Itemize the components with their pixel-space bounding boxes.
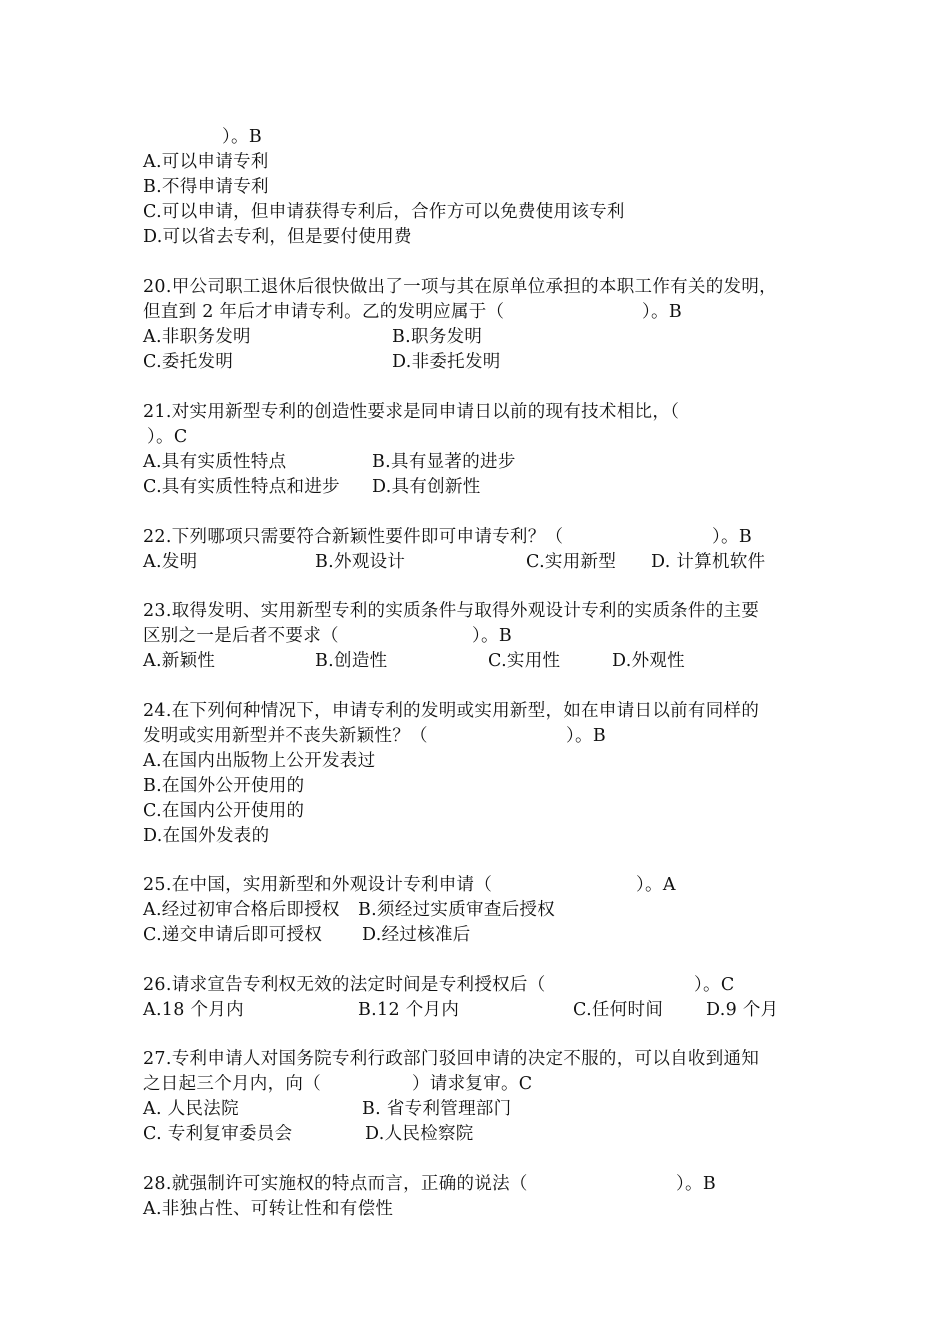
q21-option-c: C.具有实质性特点和进步 — [143, 477, 340, 497]
q27-stem-line1: 27.专利申请人对国务院专利行政部门驳回申请的决定不服的，可以自收到通知 — [143, 1049, 760, 1069]
q21-stem-line2: ）。C — [147, 427, 188, 447]
q26-option-b: B.12 个月内 — [358, 1000, 460, 1020]
q21-option-a: A.具有实质性特点 — [143, 452, 287, 472]
q19-stem-end: ）。B — [222, 127, 263, 147]
q19-option-a: A.可以申请专利 — [143, 152, 269, 172]
q28-option-a: A.非独占性、可转让性和有偿性 — [143, 1199, 394, 1219]
q21-option-b: B.具有显著的进步 — [372, 452, 516, 472]
q27-stem-line2: 之日起三个月内，向（ — [143, 1074, 321, 1094]
q21-option-d: D.具有创新性 — [372, 477, 481, 497]
q28-stem-end: ）。B — [676, 1174, 717, 1194]
q24-stem-end: ）。B — [566, 726, 607, 746]
q24-option-c: C.在国内公开使用的 — [143, 801, 305, 821]
q20-option-a: A.非职务发明 — [143, 327, 251, 347]
q27-option-a: A. 人民法院 — [143, 1099, 239, 1119]
q23-option-b: B.创造性 — [315, 651, 388, 671]
q25-option-c: C.递交申请后即可授权 — [143, 925, 323, 945]
q22-option-d: D. 计算机软件 — [651, 552, 766, 572]
q20-stem-end: ）。B — [642, 302, 683, 322]
q26-stem-line1: 26.请求宣告专利权无效的法定时间是专利授权后（ — [143, 975, 546, 995]
q27-option-b: B. 省专利管理部门 — [362, 1099, 512, 1119]
q19-option-b: B.不得申请专利 — [143, 177, 269, 197]
q26-option-c: C.任何时间 — [573, 1000, 664, 1020]
q22-option-c: C.实用新型 — [526, 552, 617, 572]
q23-stem-line1: 23.取得发明、实用新型专利的实质条件与取得外观设计专利的实质条件的主要 — [143, 601, 760, 621]
q24-stem-line2: 发明或实用新型并不丧失新颖性？（ — [143, 726, 428, 746]
q23-option-d: D.外观性 — [612, 651, 685, 671]
q23-option-c: C.实用性 — [488, 651, 561, 671]
q25-stem-end: ）。A — [636, 875, 676, 895]
q25-stem-line1: 25.在中国，实用新型和外观设计专利申请（ — [143, 875, 493, 895]
q20-stem-line1: 20.甲公司职工退休后很快做出了一项与其在原单位承担的本职工作有关的发明， — [143, 277, 777, 297]
q20-option-b: B.职务发明 — [392, 327, 483, 347]
q19-option-c: C.可以申请，但申请获得专利后，合作方可以免费使用该专利 — [143, 202, 625, 222]
q24-stem-line1: 24.在下列何种情况下，申请专利的发明或实用新型，如在申请日以前有同样的 — [143, 701, 760, 721]
q20-option-c: C.委托发明 — [143, 352, 234, 372]
q23-stem-line2: 区别之一是后者不要求（ — [143, 626, 339, 646]
q26-option-d: D.9 个月 — [706, 1000, 779, 1020]
q27-option-d: D.人民检察院 — [365, 1124, 474, 1144]
q26-option-a: A.18 个月内 — [143, 1000, 244, 1020]
q23-option-a: A.新颖性 — [143, 651, 216, 671]
q25-option-b: B.须经过实质审查后授权 — [358, 900, 556, 920]
q21-stem-line1: 21.对实用新型专利的创造性要求是同申请日以前的现有技术相比，（ — [143, 402, 680, 422]
q25-option-d: D.经过核准后 — [362, 925, 471, 945]
q28-stem-line1: 28.就强制许可实施权的特点而言，正确的说法（ — [143, 1174, 528, 1194]
q20-option-d: D.非委托发明 — [392, 352, 501, 372]
q20-stem-line2: 但直到 2 年后才申请专利。乙的发明应属于（ — [143, 302, 505, 322]
q24-option-d: D.在国外发表的 — [143, 826, 270, 846]
q22-stem-line1: 22.下列哪项只需要符合新颖性要件即可申请专利？（ — [143, 527, 564, 547]
q27-stem-end: ）请求复审。C — [412, 1074, 533, 1094]
q22-option-a: A.发明 — [143, 552, 198, 572]
q23-stem-end: ）。B — [472, 626, 513, 646]
q22-stem-end: ）。B — [712, 527, 753, 547]
q22-option-b: B.外观设计 — [315, 552, 406, 572]
q24-option-b: B.在国外公开使用的 — [143, 776, 305, 796]
q24-option-a: A.在国内出版物上公开发表过 — [143, 751, 376, 771]
q19-option-d: D.可以省去专利，但是要付使用费 — [143, 227, 412, 247]
q25-option-a: A.经过初审合格后即授权 — [143, 900, 340, 920]
q26-stem-end: ）。C — [694, 975, 735, 995]
q27-option-c: C. 专利复审委员会 — [143, 1124, 293, 1144]
